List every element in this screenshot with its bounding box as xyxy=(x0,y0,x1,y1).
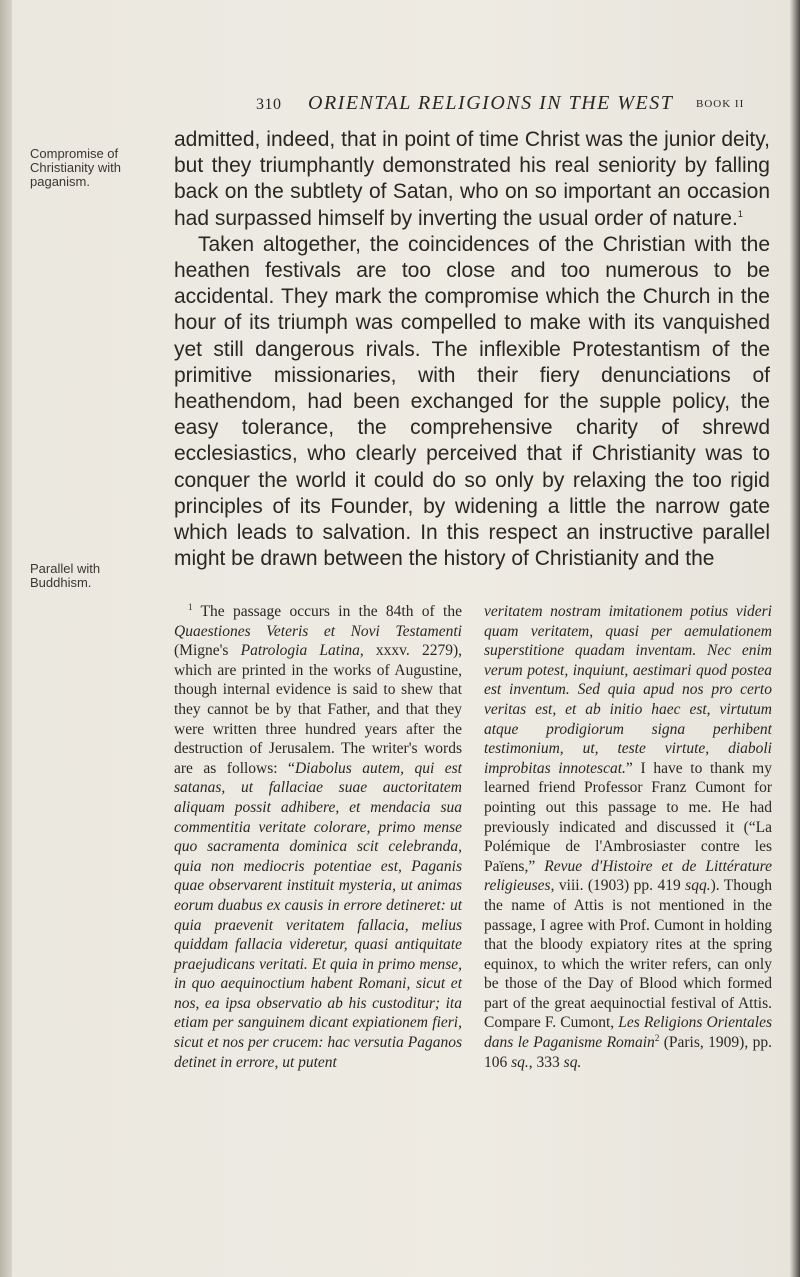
footnote-1-continued: veritatem nostram imitationem potius videri quam veritatem, quasi per aemulationem superstitione quadam inventam. Nec enim verum potest, inquiunt, aestimari quod postea est inventum. Sed quia apud nos pro certo veritas est, et ab initio haec est, virtutum atque prodigiorum signa perhibent testimonium, ut, teste virtute, diaboli improbitas innotescat.” I have to thank my learned friend Professor Franz Cumont for pointing out this passage to me. He had previously indicated and discussed it (“La Polémique de l'Ambrosiaster contre les Païens,” Revue d'Histoire et de Littérature religieuses, viii. (1903) pp. 419 sqq.). Though the name of Attis is not mentioned in the passage, I agree with Prof. Cumont in holding that the bloody expiatory rites at the spring equinox, to which the writer refers, can only be those of the Day of Blood which formed part of the great aequinoctial festival of Attis. Compare F. Cumont, Les Religions Orientales dans le Paganisme Romain$^2$ (Paris, 1909), pp. 106 sq., 333 sq. xyxy=(484,603,772,1071)
paragraph-2: Taken altogether, the coincidences of the Christian with the heathen festivals are too close and too numerous to be accidental. They mark the compromise which the Church in the hour of its triumph was compelled to make with its vanquished yet still dangerous rivals. The inflexible Protestantism of the primitive missionaries, with their fiery denunciations of heathendom, had been exchanged for the supple policy, the easy tolerance, the comprehensive charity of shrewd ecclesiastics, who clearly perceived that if Christianity was to conquer the world it could do so only by relaxing the too rigid principles of its Founder, by widening a little the narrow gate which leads to salvation. In this respect an instructive parallel might be drawn between the history of Christianity and the xyxy=(174,232,770,571)
running-title: ORIENTAL RELIGIONS IN THE WEST xyxy=(308,92,674,114)
page-binding xyxy=(0,0,12,1277)
running-header xyxy=(256,92,776,120)
page-edge xyxy=(790,0,800,1277)
latin-quotation-continued: veritatem nostram imitationem potius videri quam veritatem, quasi per aemulationem superstitione quadam inventam. Nec enim verum potest, inquiunt, aestimari quod postea est inventum. Sed quia apud nos pro certo veritas est, et ab initio haec est, virtutum atque prodigiorum signa perhibent testimonium, ut, teste virtute, diaboli improbitas innotescat. xyxy=(484,603,772,777)
footnote-column-left xyxy=(174,602,462,1072)
footnote-column-right xyxy=(484,602,772,1072)
sidenote-buddhism: Parallel with Buddhism. xyxy=(30,561,101,590)
footnote-1: $^1$ The passage occurs in the 84th of the Quaestiones Veteris et Novi Testamenti (Migne's Patrologia Latina, xxxv. 2279), which are printed in the works of Augustine, though internal evidence is said to shew that they cannot be by that Father, and that they were written three hundred years after the destruction of Jerusalem. The writer's words are as follows: “Diabolus autem, qui est satanas, ut fallaciae suae auctoritatem aliquam possit adhibere, et mendacia sua commentitia veritate colorare, primo mense quo sacramenta dominica scit celebranda, quia non mediocris potentiae est, Paganis quae observarent instituit mysteria, ut animas eorum duabus ex causis in errore detineret: ut quia praevenit veritatem fallacia, melius quiddam fallacia videretur, quasi antiquitate praejudicans veritati. Et quia in primo mense, in quo aequinoctium habent Romani, sicut et nos, ea ipsa observatio ab his custoditur; ita etiam per sanguinem dicant expiationem fieri, sicut et nos per crucem: hac versutia Paganos detinet in errore, ut putent xyxy=(174,601,462,1071)
footnote-ref: 1 xyxy=(737,208,743,219)
paragraph-1: admitted, indeed, that in point of time Christ was the junior deity, but they triumphantly demonstrated his real seniority by falling back on the subtlety of Satan, who on so important an occasion had surpassed himself by inverting the usual order of nature.$^1$ xyxy=(174,128,770,230)
page-number: 310 xyxy=(256,96,282,113)
latin-quotation: Diabolus autem, qui est satanas, ut fallaciae suae auctoritatem aliquam possit adhibere, et mendacia sua commentitia veritate colorare, primo mense quo sacramenta dominica scit celebranda, quia non mediocris potentiae est, Paganis quae observarent instituit mysteria, ut animas eorum duabus ex causis in errore detineret: ut quia praevenit veritatem fallacia, melius quiddam fallacia videretur, quasi antiquitate praejudicans veritati. Et quia in primo mense, in quo aequinoctium habent Romani, sicut et nos, ea ipsa observatio ab his custoditur; ita etiam per sanguinem dicant expiationem fieri, sicut et nos per crucem: hac versutia Paganos detinet in errore, ut putent xyxy=(174,759,462,1071)
footnotes xyxy=(174,602,772,1072)
book-label: BOOK II xyxy=(696,98,745,110)
sidenote-compromise: Compromise of Christianity with paganism. xyxy=(30,146,122,189)
footnote-marker: 1 xyxy=(188,601,193,612)
main-text xyxy=(174,127,770,572)
